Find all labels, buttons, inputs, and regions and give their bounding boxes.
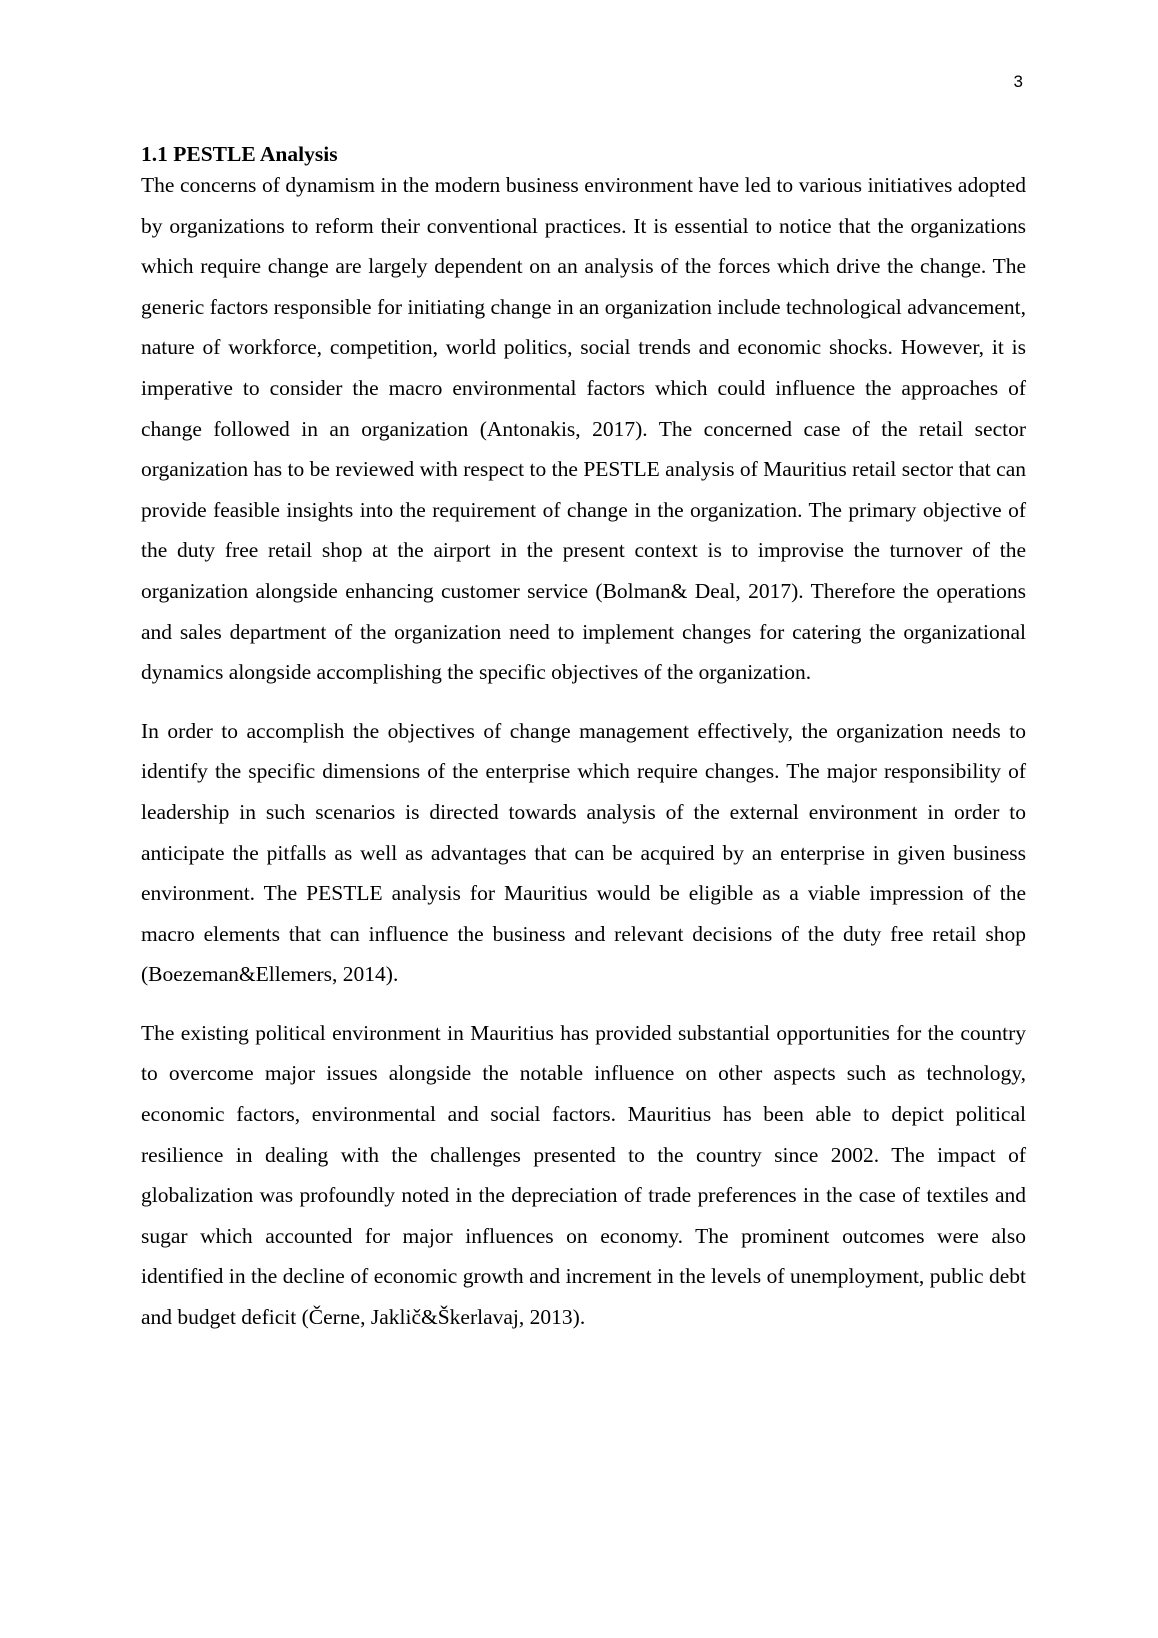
- section-body: [141, 139, 1026, 1356]
- paragraph-3: The existing political environment in Mauritius has provided substantial opportunities for the country to overcome major issues alongside the notable influence on other aspects such as technology, economic factors, environmental and social factors. Mauritius has been able to depict political resilience in dealing with the challenges presented to the country since 2002. The impact of globalization was profoundly noted in the depreciation of trade preferences in the case of textiles and sugar which accounted for major influences on economy. The prominent outcomes were also identified in the decline of economic growth and increment in the levels of unemployment, public debt and budget deficit (Černe, Jaklič&Škerlavaj, 2013).: [141, 1020, 1026, 1330]
- section-heading: 1.1 PESTLE Analysis: [141, 142, 338, 166]
- paragraph-2: In order to accomplish the objectives of change management effectively, the organization needs to identify the specific dimensions of the enterprise which require changes. The major responsibility of leadership in such scenarios is directed towards analysis of the external environment in order to anticipate the pitfalls as well as advantages that can be acquired by an enterprise in given business environment. The PESTLE analysis for Mauritius would be eligible as a viable impression of the macro elements that can influence the business and relevant decisions of the duty free retail shop (Boezeman&Ellemers, 2014).: [141, 718, 1026, 987]
- page-number: 3: [1013, 72, 1023, 91]
- paragraph-1: The concerns of dynamism in the modern business environment have led to various initiatives adopted by organizations to reform their conventional practices. It is essential to notice that the organizations which require change are largely dependent on an analysis of the forces which drive the change. The generic factors responsible for initiating change in an organization include technological advancement, nature of workforce, competition, world politics, social trends and economic shocks. However, it is imperative to consider the macro environmental factors which could influence the approaches of change followed in an organization (Antonakis, 2017). The concerned case of the retail sector organization has to be reviewed with respect to the PESTLE analysis of Mauritius retail sector that can provide feasible insights into the requirement of change in the organization. The primary objective of the duty free retail shop at the airport in the present context is to improvise the turnover of the organization alongside enhancing customer service (Bolman& Deal, 2017). Therefore the operations and sales department of the organization need to implement changes for catering the organizational dynamics alongside accomplishing the specific objectives of the organization.: [141, 173, 1026, 685]
